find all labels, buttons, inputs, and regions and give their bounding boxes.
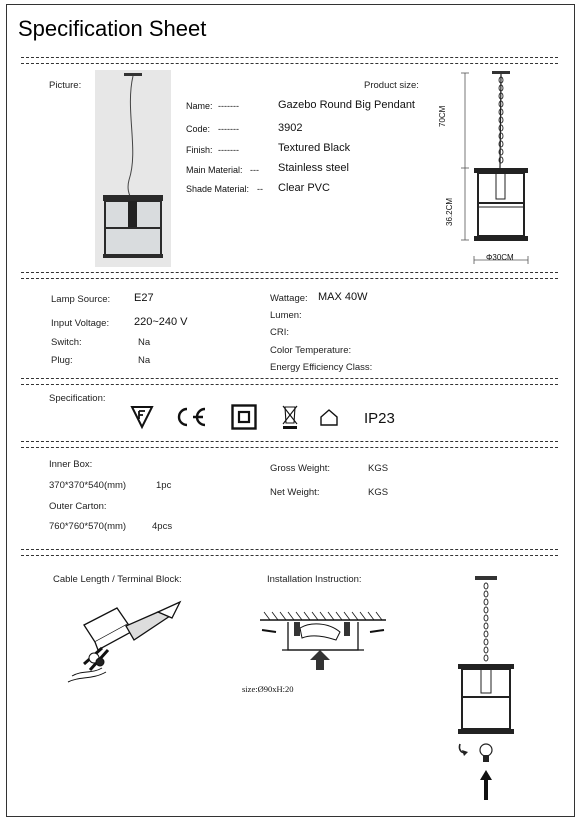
- name-label: Name:: [186, 101, 213, 111]
- ce-mark-icon: [170, 404, 210, 430]
- finish-label: Finish:: [186, 145, 213, 155]
- outer-carton-label: Outer Carton:: [49, 501, 107, 512]
- installation-diagram: [258, 610, 388, 680]
- input-voltage-value: 220~240 V: [134, 316, 188, 328]
- class-ii-icon: [228, 404, 260, 430]
- separator: [21, 441, 558, 448]
- pendant-photo-drawing: [95, 70, 171, 267]
- switch-value: Na: [138, 337, 151, 348]
- size-note: size:Ø90xH:20: [242, 684, 294, 694]
- finish-dash: -------: [218, 145, 239, 155]
- product-photo: [95, 70, 171, 267]
- code-value: 3902: [278, 122, 303, 134]
- cable-length-label: Cable Length / Terminal Block:: [53, 574, 182, 585]
- gross-weight-value: KGS: [368, 463, 389, 474]
- shade-dash: --: [257, 184, 263, 194]
- input-voltage-label: Input Voltage:: [51, 318, 110, 329]
- terminal-block-drawing: [62, 600, 182, 690]
- specification-label: Specification:: [49, 393, 106, 404]
- chain-height: 70CM: [438, 105, 447, 127]
- color-temperature-label: Color Temperature:: [270, 345, 352, 356]
- product-size-label: Product size:: [364, 80, 419, 91]
- lamp-source-value: E27: [134, 292, 154, 304]
- separator: [21, 57, 558, 64]
- cri-label: CRI:: [270, 327, 289, 338]
- dimension-drawing: [440, 68, 540, 268]
- code-label: Code:: [186, 124, 211, 134]
- body-height: 36.2CM: [445, 197, 454, 226]
- inner-box-qty: 1pc: [156, 480, 172, 491]
- wattage-label: Wattage:: [270, 293, 308, 304]
- picture-label: Picture:: [49, 80, 82, 91]
- installation-instruction-label: Installation Instruction:: [267, 574, 362, 585]
- shade-label: Shade Material:: [186, 184, 250, 194]
- net-weight-value: KGS: [368, 487, 389, 498]
- energy-class-label: Energy Efficiency Class:: [270, 362, 373, 373]
- outer-carton-qty: 4pcs: [152, 521, 173, 532]
- separator: [21, 378, 558, 385]
- code-dash: -------: [218, 124, 239, 134]
- weee-bin-icon: [278, 404, 302, 430]
- wattage-value: MAX 40W: [318, 291, 368, 303]
- material-label: Main Material:: [186, 165, 243, 175]
- separator: [21, 549, 558, 556]
- indoor-house-icon: [318, 404, 340, 430]
- inner-box-size: 370*370*540(mm): [49, 480, 127, 491]
- diameter: Φ30CM: [486, 253, 514, 262]
- bulb-install-drawing: [448, 574, 528, 804]
- net-weight-label: Net Weight:: [270, 487, 320, 498]
- material-value: Stainless steel: [278, 162, 349, 174]
- f-mark-icon: [128, 404, 156, 430]
- shade-value: Clear PVC: [278, 182, 330, 194]
- lamp-source-label: Lamp Source:: [51, 294, 111, 305]
- name-dash: -------: [218, 101, 239, 111]
- outer-carton-size: 760*760*570(mm): [49, 521, 127, 532]
- page-title: Specification Sheet: [18, 16, 207, 41]
- name-value: Gazebo Round Big Pendant: [278, 99, 415, 111]
- inner-box-label: Inner Box:: [49, 459, 93, 470]
- plug-label: Plug:: [51, 355, 73, 366]
- gross-weight-label: Gross Weight:: [270, 463, 331, 474]
- plug-value: Na: [138, 355, 151, 366]
- material-dash: ---: [250, 165, 259, 175]
- ip-rating: IP23: [364, 410, 395, 427]
- lumen-label: Lumen:: [270, 310, 302, 321]
- switch-label: Switch:: [51, 337, 82, 348]
- finish-value: Textured Black: [278, 142, 351, 154]
- separator: [21, 272, 558, 279]
